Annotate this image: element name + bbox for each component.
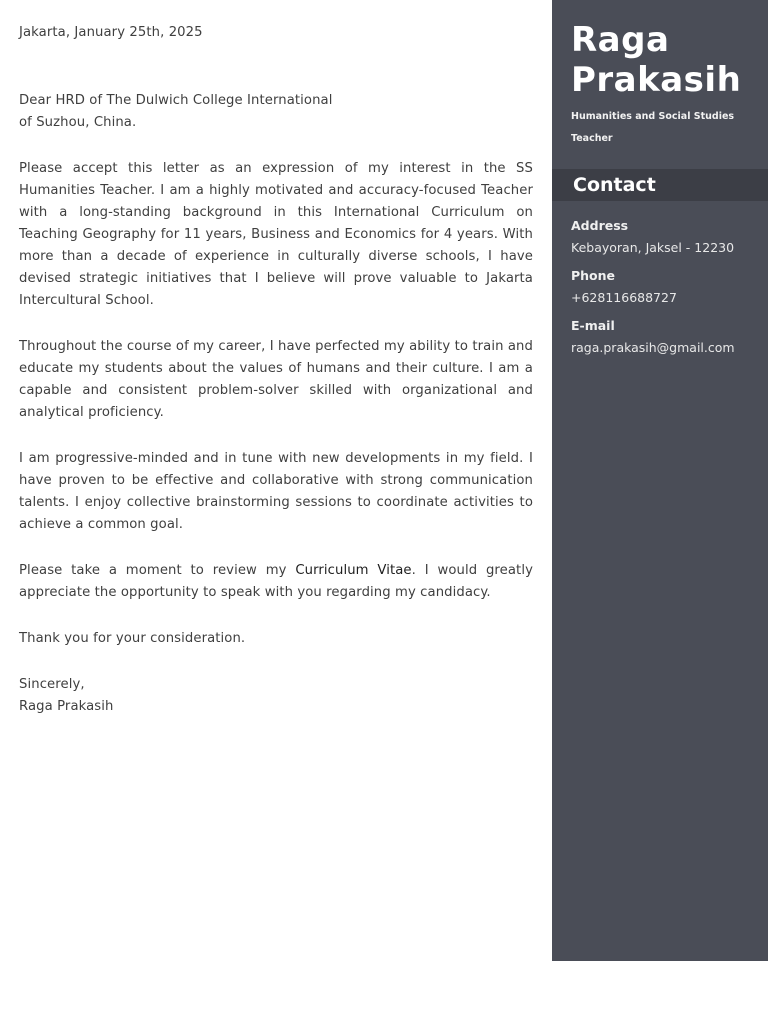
contact-title: Contact xyxy=(573,174,656,196)
paragraph-4-text-end: . I would greatly appreciate the opportunity to speak with you regarding my candidacy. xyxy=(19,563,533,600)
paragraph-3: I am progressive-minded and in tune with new developments in my field. I have proven to be effective and collaborative with strong communication talents. I enjoy collective brainstorming sessions to coordinate activities to achieve a common goal. xyxy=(19,451,533,532)
recipient-line-2: of Suzhou, China. xyxy=(19,115,137,130)
contact-header-band xyxy=(552,169,768,201)
contact-email xyxy=(571,315,768,359)
email-value[interactable]: raga.prakasih@gmail.com xyxy=(571,340,735,355)
signature-name: Raga Prakasih xyxy=(19,699,114,714)
address-label: Address xyxy=(571,218,629,233)
thanks-line: Thank you for your consideration. xyxy=(19,631,246,646)
phone-label: Phone xyxy=(571,268,616,283)
curriculum-vitae-link[interactable]: Curriculum Vitae xyxy=(295,563,412,578)
sidebar-panel xyxy=(552,0,768,961)
recipient-line-1: Dear HRD of The Dulwich College International xyxy=(19,93,333,108)
letter-date: Jakarta, January 25th, 2025 xyxy=(19,25,203,40)
letter-body xyxy=(19,22,533,718)
address-value: Kebayoran, Jaksel - 12230 xyxy=(571,240,735,255)
phone-value[interactable]: +628116688727 xyxy=(571,290,677,305)
email-label: E-mail xyxy=(571,318,615,333)
paragraph-1: Please accept this letter as an expression of my interest in the SS Humanities Teacher. I am a highly motivated and accuracy-focused Teacher with a long-standing background in this International Curriculum on Teaching Geography for 11 years, Business and Economics for 4 years. With more than a decade of experience in culturally diverse schools, I have devised strategic initiatives that I believe will prove valuable to Jakarta Intercultural School. xyxy=(19,161,533,308)
applicant-name xyxy=(571,20,741,100)
applicant-last-name: Prakasih xyxy=(571,60,742,100)
letter-recipient xyxy=(19,90,533,134)
applicant-first-name: Raga xyxy=(571,20,670,60)
contact-phone xyxy=(571,265,768,309)
contact-address xyxy=(571,215,768,259)
paragraph-2: Throughout the course of my career, I have perfected my ability to train and educate my students about the values of humans and their culture. I am a capable and consistent problem-solver skilled with organizational and analytical proficiency. xyxy=(19,339,533,420)
paragraph-4 xyxy=(19,560,533,604)
closing-line: Sincerely, xyxy=(19,677,85,692)
applicant-role: Humanities and Social Studies Teacher xyxy=(571,111,735,144)
paragraph-4-text-start: Please take a moment to review my xyxy=(19,563,296,578)
